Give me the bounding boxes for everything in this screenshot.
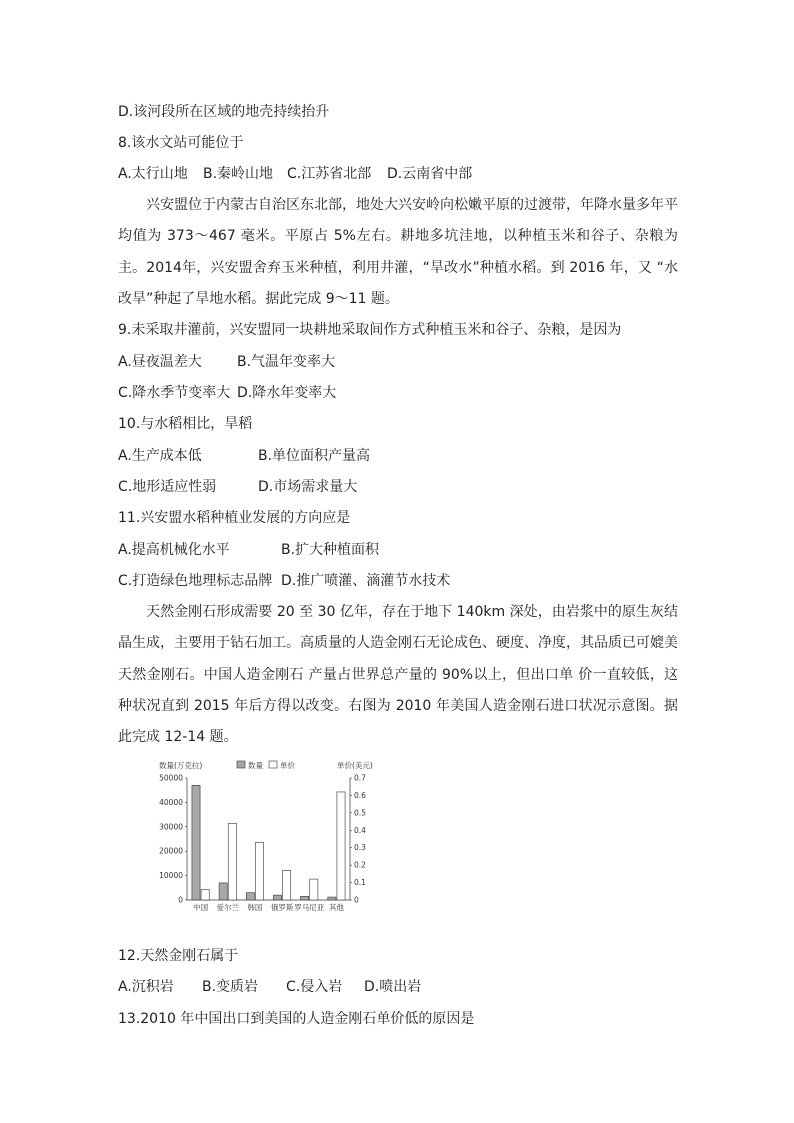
q11-option-c: C.打造绿色地理标志品牌 [118, 573, 273, 589]
bar-quantity-4 [301, 896, 309, 900]
legend-label-quantity: 数量 [248, 761, 263, 770]
bar-price-0 [201, 890, 209, 900]
left-tick-label: 0 [178, 895, 183, 905]
q9-option-b: B.气温年变率大 [237, 354, 336, 370]
bar-price-3 [283, 870, 291, 900]
q9-options-row2 [118, 383, 336, 403]
q10-options-row2 [118, 477, 357, 497]
q11-option-a: A.提高机械化水平 [118, 542, 230, 558]
q8-option-b: B.秦岭山地 [203, 166, 274, 182]
q10-option-a: A.生产成本低 [118, 448, 202, 464]
bar-quantity-2 [246, 893, 254, 900]
right-tick-label: 0.4 [354, 825, 366, 835]
legend-label-price: 单价 [280, 761, 295, 770]
q11-option-d: D.推广喷灌、滴灌节水技术 [281, 573, 451, 589]
right-tick-label: 0.7 [354, 773, 366, 783]
q9-option-a: A.昼夜温差大 [118, 354, 202, 370]
q9-stem: 9.未采取井灌前，兴安盟同一块耕地采取间作方式种植玉米和谷子、杂粮，是因为 [118, 322, 622, 338]
q8-stem: 8.该水文站可能位于 [118, 135, 244, 151]
bar-quantity-3 [273, 895, 281, 900]
legend-swatch-quantity [237, 761, 245, 768]
q12-stem: 12.天然金刚石属于 [118, 948, 239, 964]
bar-price-5 [337, 792, 345, 900]
left-tick-label: 20000 [159, 846, 183, 856]
left-tick-label: 50000 [159, 773, 183, 783]
right-tick-label: 0 [354, 895, 359, 905]
right-tick-label: 0.1 [354, 878, 366, 888]
right-tick-label: 0.5 [354, 808, 366, 818]
right-tick-label: 0.6 [354, 790, 366, 800]
bar-quantity-1 [219, 883, 227, 900]
right-tick-label: 0.3 [354, 843, 366, 853]
q12-option-a: A.沉积岩 [118, 979, 174, 995]
q10-stem: 10.与水稻相比，旱稻 [118, 416, 253, 432]
category-label-3: 俄罗斯 [270, 903, 294, 912]
q9-option-c: C.降水季节变率大 [118, 385, 231, 401]
q10-option-d: D.市场需求量大 [258, 479, 358, 495]
q13-stem: 13.2010 年中国出口到美国的人造金刚石单价低的原因是 [118, 1011, 475, 1027]
passage-xinganmeng-text: 兴安盟位于内蒙古自治区东北部，地处大兴安岭向松嫩平原的过渡带，年降水量多年平均值为 373～467 毫米。平原占 5%左右。耕地多坑洼地，以种植玉米和谷子、杂粮为主。2014年，兴安盟舍弃玉米种植，利用井灌，“旱改水”种植水稻。到 2016 年，又 “水改旱”种起了旱地水稻。据此完成 9～11 题。 [118, 197, 678, 307]
bar-price-4 [310, 879, 318, 900]
category-label-0: 中国 [193, 903, 209, 912]
legend-swatch-price [269, 761, 277, 768]
q8-option-c: C.江苏省北部 [287, 166, 372, 182]
left-tick-label: 40000 [159, 797, 183, 807]
q12-options [118, 977, 421, 997]
q8-option-d: D.云南省中部 [387, 166, 473, 182]
category-label-2: 韩国 [247, 903, 263, 912]
category-label-5: 其他 [328, 903, 344, 912]
q12-option-b: B.变质岩 [202, 979, 259, 995]
category-label-1: 爱尔兰 [216, 903, 239, 912]
right-tick-label: 0.2 [354, 860, 366, 870]
bar-price-1 [228, 823, 236, 900]
q10-option-c: C.地形适应性弱 [118, 479, 217, 495]
q9-option-d: D.降水年变率大 [237, 385, 337, 401]
q12-option-d: D.喷出岩 [364, 979, 422, 995]
left-tick-label: 10000 [159, 871, 183, 881]
passage-xinganmeng [118, 190, 678, 315]
q8-option-a: A.太行山地 [118, 166, 188, 182]
q11-option-b: B.扩大种植面积 [281, 542, 380, 558]
q11-stem: 11.兴安盟水稻种植业发展的方向应是 [118, 510, 351, 526]
q12-option-c: C.侵入岩 [286, 979, 343, 995]
bar-quantity-5 [328, 897, 336, 900]
right-axis-label: 单价(美元) [337, 761, 373, 770]
q10-options-row1 [118, 446, 370, 466]
q11-options-row2 [118, 571, 450, 591]
q10-option-b: B.单位面积产量高 [258, 448, 371, 464]
left-axis-label: 数量(万克拉) [159, 761, 203, 770]
passage-diamond-text: 天然金刚石形成需要 20 至 30 亿年，存在于地下 140km 深处，由岩浆中的原生灰结晶生成，主要用于钻石加工。高质量的人造金刚石无论成色、硬度、净度，其品质已可媲美天然金刚石。中国人造金刚石 产量占世界总产量的 90%以上，但出口单 价一直较低，这种状况直到 2015 年后方得以改变。右图为 2010 年美国人造金刚石进口状况示意图。据此完成 12-14 题。 [118, 604, 678, 746]
category-label-4: 罗马尼亚 [294, 903, 325, 912]
q8-options [118, 164, 472, 184]
q11-options-row1 [118, 540, 379, 560]
passage-diamond [118, 597, 678, 753]
q9-options-row1 [118, 352, 335, 372]
bar-quantity-0 [192, 785, 200, 900]
q7-option-d: D.该河段所在区域的地壳持续抬升 [118, 104, 330, 120]
bar-price-2 [255, 842, 263, 900]
left-tick-label: 30000 [159, 822, 183, 832]
diamond-import-chart [155, 748, 385, 920]
